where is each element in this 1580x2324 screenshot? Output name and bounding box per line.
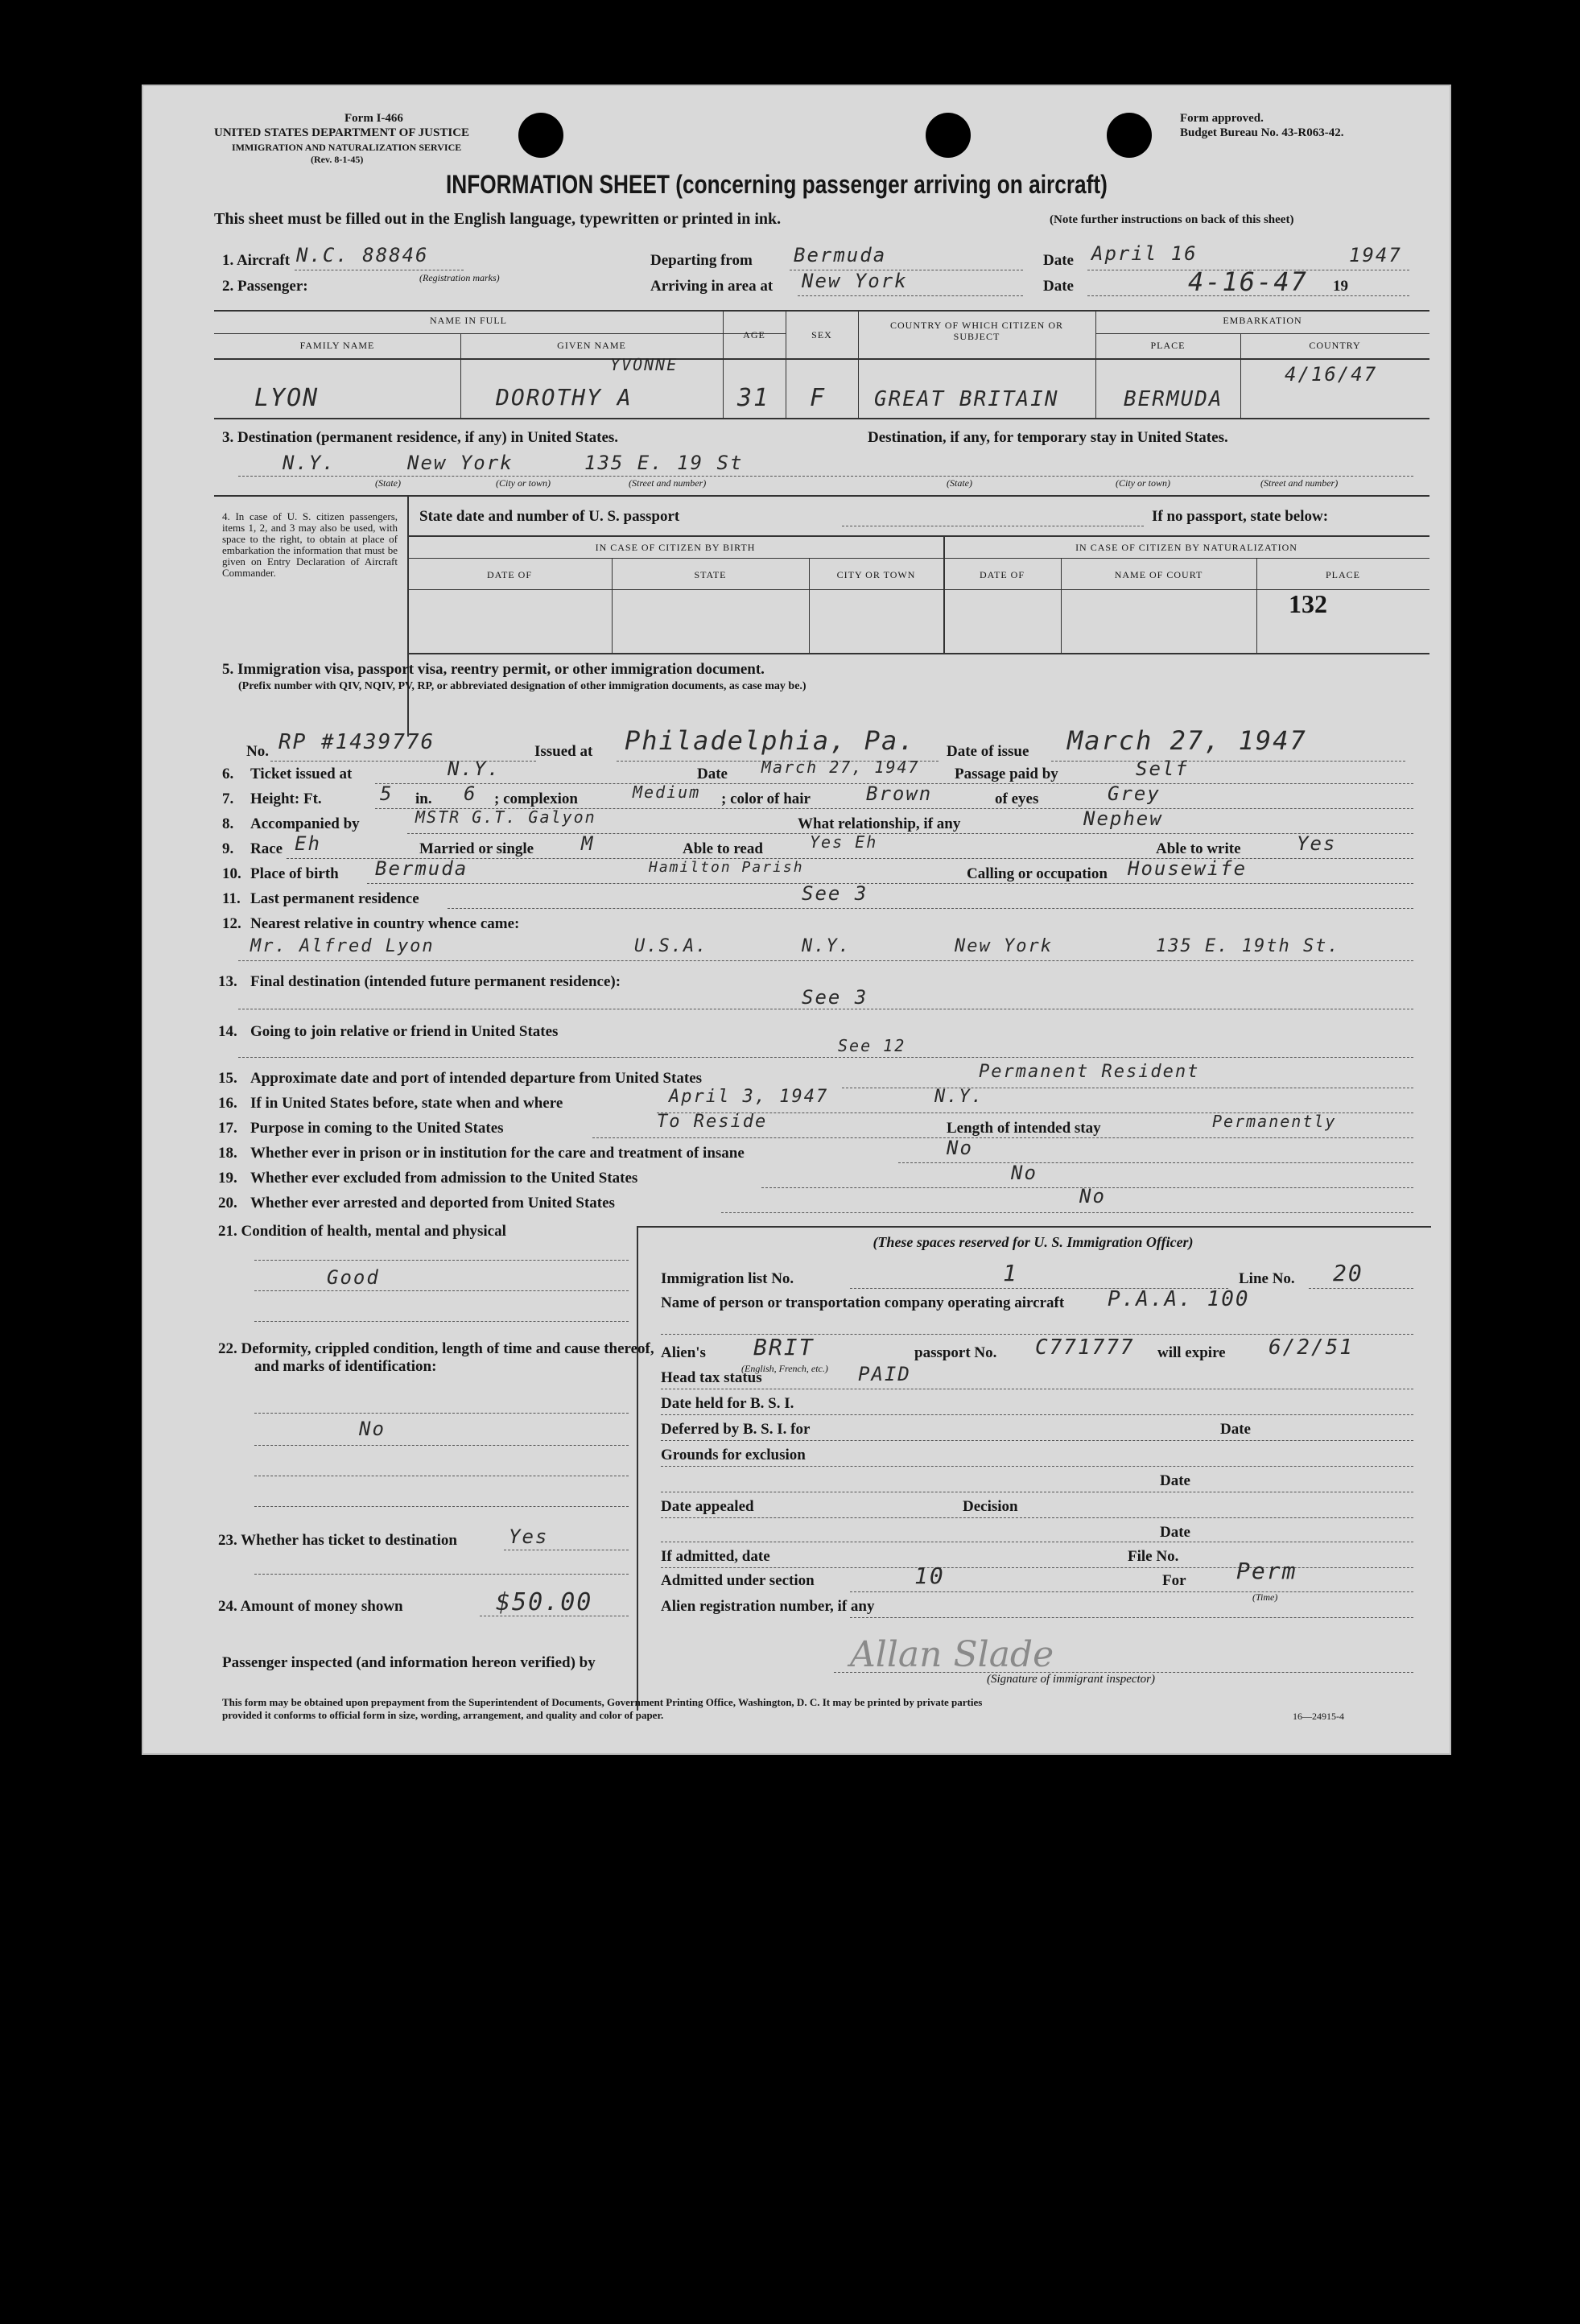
field-22-value: No bbox=[359, 1418, 386, 1440]
field-12-number: 12. bbox=[222, 915, 241, 932]
citizen-by-naturalization-header: IN CASE OF CITIZEN BY NATURALIZATION bbox=[1075, 542, 1297, 553]
no-passport-label: If no passport, state below: bbox=[1152, 508, 1329, 525]
country-col-header: COUNTRY bbox=[1309, 340, 1361, 351]
field-9-read: Yes Eh bbox=[810, 832, 878, 852]
punch-hole bbox=[518, 113, 563, 158]
field-8-rel-label: What relationship, if any bbox=[798, 815, 961, 832]
field-14-number: 14. bbox=[218, 1023, 237, 1040]
alien-caption: (English, French, etc.) bbox=[741, 1363, 828, 1374]
doc-no-label: No. bbox=[246, 743, 269, 760]
state-caption: (State) bbox=[375, 477, 401, 489]
department-name: UNITED STATES DEPARTMENT OF JUSTICE bbox=[214, 126, 470, 139]
temp-destination-label: Destination, if any, for temporary stay in United States. bbox=[868, 429, 1228, 446]
destination-label: 3. Destination (permanent residence, if any) in United States. bbox=[222, 429, 619, 446]
form-code: 16—24915-4 bbox=[1293, 1711, 1344, 1722]
field-14-label: Going to join relative or friend in United States bbox=[250, 1023, 559, 1040]
dest-street-value: 135 E. 19 St bbox=[584, 452, 744, 474]
field-16-date: April 3, 1947 bbox=[669, 1087, 829, 1107]
doc-no-value: RP #1439776 bbox=[278, 730, 435, 754]
immigration-list-value: 1 bbox=[1003, 1260, 1018, 1286]
registration-caption: (Registration marks) bbox=[419, 272, 500, 283]
field-10-label: Place of birth bbox=[250, 865, 339, 882]
decision-label: Decision bbox=[963, 1498, 1018, 1515]
field-18-label: Whether ever in prison or in institution for the care and treatment of insane bbox=[250, 1145, 745, 1162]
form-approved: Form approved. bbox=[1180, 112, 1264, 125]
field-6-number: 6. bbox=[222, 766, 234, 782]
field-20-value: No bbox=[1079, 1185, 1106, 1207]
will-expire-value: 6/2/51 bbox=[1269, 1335, 1354, 1360]
section-value: 10 bbox=[914, 1562, 945, 1589]
arriving-label: Arriving in area at bbox=[650, 278, 773, 295]
date2-label: Date bbox=[1043, 278, 1074, 295]
field-9-label: Race bbox=[250, 840, 283, 857]
field-8-label: Accompanied by bbox=[250, 815, 360, 832]
operator-label: Name of person or transportation company operating aircraft bbox=[661, 1294, 1065, 1311]
field-6-paid-value: Self bbox=[1136, 757, 1189, 780]
punch-hole bbox=[926, 113, 971, 158]
given-name-value: DOROTHY A bbox=[496, 384, 633, 411]
field-6-value: N.Y. bbox=[448, 757, 501, 780]
family-name-value: LYON bbox=[254, 384, 320, 412]
form-number: Form I-466 bbox=[344, 112, 403, 125]
field-10-number: 10. bbox=[222, 865, 241, 882]
field-13-number: 13. bbox=[218, 973, 237, 990]
date-of-header-2: DATE OF bbox=[979, 569, 1025, 580]
field-7-label: Height: Ft. bbox=[250, 790, 322, 807]
field-6-paid-label: Passage paid by bbox=[955, 766, 1058, 782]
field-16-place: N.Y. bbox=[934, 1087, 984, 1107]
for-value: Perm bbox=[1236, 1558, 1297, 1584]
further-instructions: (Note further instructions on back of this sheet) bbox=[1050, 213, 1294, 226]
field-12-label: Nearest relative in country whence came: bbox=[250, 915, 520, 932]
date1-label: Date bbox=[1043, 252, 1074, 269]
operator-value: P.A.A. 100 bbox=[1108, 1287, 1250, 1311]
officer-box-title: (These spaces reserved for U. S. Immigration Officer) bbox=[873, 1234, 1194, 1250]
field-9-married-label: Married or single bbox=[419, 840, 534, 857]
field-12-street: 135 E. 19th St. bbox=[1156, 936, 1340, 956]
year2-prefix: 19 bbox=[1333, 278, 1348, 295]
field-17-number: 17. bbox=[218, 1120, 237, 1137]
field-17-stay-label: Length of intended stay bbox=[947, 1120, 1101, 1137]
place-header-2: PLACE bbox=[1325, 569, 1360, 580]
field-17-purpose: To Reside bbox=[657, 1112, 768, 1132]
deferred-label: Deferred by B. S. I. for bbox=[661, 1421, 811, 1438]
city-caption-2: (City or town) bbox=[1116, 477, 1170, 489]
revision: (Rev. 8-1-45) bbox=[311, 154, 364, 165]
field-9-race: Eh bbox=[295, 832, 321, 855]
field-13-value: See 3 bbox=[802, 986, 868, 1009]
field-7-in: 6 bbox=[464, 782, 477, 805]
dest-state-value: N.Y. bbox=[283, 452, 336, 474]
field-17-stay: Permanently bbox=[1212, 1112, 1337, 1131]
field-11-value: See 3 bbox=[802, 882, 868, 905]
passport-no-label: passport No. bbox=[914, 1344, 997, 1361]
field-6-date-value: March 27, 1947 bbox=[761, 757, 920, 777]
head-tax-value: PAID bbox=[858, 1363, 911, 1385]
head-tax-label: Head tax status bbox=[661, 1369, 762, 1386]
field-7-complexion-label: ; complexion bbox=[494, 790, 578, 807]
field-13-label: Final destination (intended future permanent residence): bbox=[250, 973, 621, 990]
field-22-label: 22. Deformity, crippled condition, length of time and cause thereof, and marks of identification: bbox=[218, 1340, 654, 1375]
date-of-issue-value: March 27, 1947 bbox=[1067, 725, 1307, 756]
field-7-complexion: Medium bbox=[633, 782, 701, 802]
city-caption: (City or town) bbox=[496, 477, 551, 489]
state-header: STATE bbox=[694, 569, 727, 580]
aircraft-value: N.C. 88846 bbox=[296, 244, 429, 266]
field-14-value: See 12 bbox=[838, 1036, 906, 1055]
line-no-label: Line No. bbox=[1239, 1270, 1295, 1287]
aircraft-label: 1. Aircraft bbox=[222, 252, 291, 269]
will-expire-label: will expire bbox=[1157, 1344, 1226, 1361]
field-21-label: 21. Condition of health, mental and physical bbox=[218, 1223, 506, 1240]
field-10-parish: Hamilton Parish bbox=[649, 859, 804, 876]
field-7-eyes: Grey bbox=[1108, 782, 1161, 805]
citizen-by-birth-header: IN CASE OF CITIZEN BY BIRTH bbox=[595, 542, 756, 553]
field-19-value: No bbox=[1011, 1162, 1038, 1184]
time-caption: (Time) bbox=[1252, 1591, 1278, 1603]
field-19-number: 19. bbox=[218, 1170, 237, 1187]
departing-value: Bermuda bbox=[794, 244, 887, 266]
field-7-eyes-label: of eyes bbox=[995, 790, 1039, 807]
issued-at-value: Philadelphia, Pa. bbox=[625, 725, 916, 756]
field-12-name: Mr. Alfred Lyon bbox=[250, 936, 435, 956]
field-8-number: 8. bbox=[222, 815, 234, 832]
citizen-instructions: 4. In case of U. S. citizen passengers, items 1, 2, and 3 may also be used, with space to the right, to obtain at place of embarkation the information that must be given on Entry Declaration of Aircraft Commander. bbox=[222, 510, 398, 579]
year1-value: 1947 bbox=[1349, 244, 1402, 266]
age-header: AGE bbox=[743, 329, 765, 341]
field-11-label: Last permanent residence bbox=[250, 890, 419, 907]
field-16-label: If in United States before, state when and where bbox=[250, 1095, 563, 1112]
field-7-number: 7. bbox=[222, 790, 234, 807]
field-15-number: 15. bbox=[218, 1070, 237, 1087]
name-in-full-header: NAME IN FULL bbox=[430, 315, 507, 326]
immigration-list-label: Immigration list No. bbox=[661, 1270, 794, 1287]
field-9-married: M bbox=[581, 832, 595, 855]
field-9-write: Yes bbox=[1297, 832, 1337, 855]
field-23-label: 23. Whether has ticket to destination bbox=[218, 1532, 457, 1549]
family-name-header: FAMILY NAME bbox=[299, 340, 375, 351]
field-7-ft: 5 bbox=[380, 782, 394, 805]
age-value: 31 bbox=[737, 384, 770, 412]
date2-value: 4-16-47 bbox=[1188, 266, 1308, 297]
field-12-country: U.S.A. bbox=[634, 936, 708, 956]
ink-instruction: This sheet must be filled out in the English language, typewritten or printed in ink. bbox=[214, 210, 782, 228]
country-header: COUNTRY OF WHICH CITIZEN OR SUBJECT bbox=[890, 320, 1063, 342]
alien-label: Alien's bbox=[661, 1344, 706, 1361]
embark-date-value: 4/16/47 bbox=[1285, 363, 1378, 386]
street-caption-2: (Street and number) bbox=[1260, 477, 1339, 489]
field-10-occupation-label: Calling or occupation bbox=[967, 865, 1108, 882]
decision-date-label: Date bbox=[1160, 1524, 1190, 1541]
state-caption-2: (State) bbox=[947, 477, 972, 489]
field-18-value: No bbox=[947, 1137, 973, 1159]
field-10-birth: Bermuda bbox=[375, 857, 468, 880]
alien-reg-label: Alien registration number, if any bbox=[661, 1598, 875, 1615]
field-16-number: 16. bbox=[218, 1095, 237, 1112]
dest-city-value: New York bbox=[407, 452, 514, 474]
embark-place-value: BERMUDA bbox=[1124, 387, 1223, 411]
admitted-date-label: If admitted, date bbox=[661, 1548, 770, 1565]
grounds-date-label: Date bbox=[1160, 1472, 1190, 1489]
field-18-number: 18. bbox=[218, 1145, 237, 1162]
date-of-issue-label: Date of issue bbox=[947, 743, 1029, 760]
service-name: IMMIGRATION AND NATURALIZATION SERVICE bbox=[232, 142, 462, 153]
immigration-doc-label: 5. Immigration visa, passport visa, reentry permit, or other immigration document. bbox=[222, 661, 765, 678]
issued-at-label: Issued at bbox=[534, 743, 593, 760]
field-6-date-label: Date bbox=[697, 766, 728, 782]
line-no-value: 20 bbox=[1333, 1260, 1363, 1286]
passenger-label: 2. Passenger: bbox=[222, 278, 308, 295]
footer-note-1: This form may be obtained upon prepayment from the Superintendent of Documents, Government Printing Office, Washington, D. C. It may be printed by private parties bbox=[222, 1696, 983, 1708]
alien-value: BRIT bbox=[753, 1334, 815, 1360]
inspector-signature: Allan Slade bbox=[850, 1634, 1054, 1675]
field-19-label: Whether ever excluded from admission to the United States bbox=[250, 1170, 638, 1187]
court-header: NAME OF COURT bbox=[1114, 569, 1203, 580]
field-23-value: Yes bbox=[509, 1525, 549, 1548]
street-caption: (Street and number) bbox=[629, 477, 707, 489]
field-20-number: 20. bbox=[218, 1195, 237, 1212]
country-value: GREAT BRITAIN bbox=[874, 387, 1059, 411]
date-held-label: Date held for B. S. I. bbox=[661, 1395, 794, 1412]
field-6-label: Ticket issued at bbox=[250, 766, 353, 782]
file-no-label: File No. bbox=[1128, 1548, 1179, 1565]
place-stamp: 132 bbox=[1289, 589, 1327, 618]
sex-value: F bbox=[810, 384, 827, 412]
field-11-number: 11. bbox=[222, 890, 241, 907]
field-24-value: $50.00 bbox=[496, 1588, 593, 1616]
field-24-label: 24. Amount of money shown bbox=[218, 1598, 403, 1615]
field-12-city: New York bbox=[955, 936, 1053, 956]
inspected-label: Passenger inspected (and information hereon verified) by bbox=[222, 1654, 596, 1671]
budget-bureau: Budget Bureau No. 43-R063-42. bbox=[1180, 126, 1344, 139]
field-9-write-label: Able to write bbox=[1156, 840, 1241, 857]
given-name-alt: YVONNE bbox=[610, 355, 679, 374]
field-7-hair-label: ; color of hair bbox=[721, 790, 811, 807]
immigration-doc-sub: (Prefix number with QIV, NQIV, PV, RP, or abbreviated designation of other immigration documents, as case may be.) bbox=[238, 680, 807, 692]
field-15-label: Approximate date and port of intended departure from United States bbox=[250, 1070, 703, 1087]
field-7-in-label: in. bbox=[415, 790, 432, 807]
field-15-value: Permanent Resident bbox=[979, 1062, 1200, 1082]
field-8-value: MSTR G.T. Galyon bbox=[415, 807, 596, 827]
field-21-value: Good bbox=[327, 1266, 380, 1289]
passport-no-value: C771777 bbox=[1035, 1335, 1135, 1360]
given-name-header: GIVEN NAME bbox=[557, 340, 626, 351]
grounds-label: Grounds for exclusion bbox=[661, 1447, 806, 1463]
us-passport-label: State date and number of U. S. passport bbox=[419, 508, 680, 525]
for-label: For bbox=[1162, 1572, 1186, 1589]
field-12-state: N.Y. bbox=[802, 936, 851, 956]
punch-hole bbox=[1107, 113, 1152, 158]
departing-label: Departing from bbox=[650, 252, 753, 269]
place-header: PLACE bbox=[1150, 340, 1186, 351]
embarkation-header: EMBARKATION bbox=[1223, 315, 1302, 326]
field-9-number: 9. bbox=[222, 840, 234, 857]
footer-note-2: provided it conforms to official form in size, wording, arrangement, and quality and color of paper. bbox=[222, 1709, 664, 1721]
document-sheet bbox=[142, 85, 1451, 1755]
date-of-header: DATE OF bbox=[486, 569, 532, 580]
field-8-rel-value: Nephew bbox=[1083, 807, 1163, 830]
date1-value: April 16 bbox=[1091, 242, 1198, 265]
appealed-label: Date appealed bbox=[661, 1498, 754, 1515]
page-title: INFORMATION SHEET (concerning passenger arriving on aircraft) bbox=[446, 170, 1108, 199]
arriving-value: New York bbox=[802, 270, 908, 292]
deferred-date-label: Date bbox=[1220, 1421, 1251, 1438]
field-10-occupation: Housewife bbox=[1128, 857, 1248, 880]
city-header: CITY OR TOWN bbox=[836, 569, 916, 580]
signature-caption: (Signature of immigrant inspector) bbox=[987, 1673, 1156, 1686]
section-label: Admitted under section bbox=[661, 1572, 815, 1589]
field-17-label: Purpose in coming to the United States bbox=[250, 1120, 504, 1137]
field-9-read-label: Able to read bbox=[683, 840, 763, 857]
field-7-hair: Brown bbox=[866, 782, 933, 805]
sex-header: SEX bbox=[811, 329, 832, 341]
field-20-label: Whether ever arrested and deported from United States bbox=[250, 1195, 615, 1212]
